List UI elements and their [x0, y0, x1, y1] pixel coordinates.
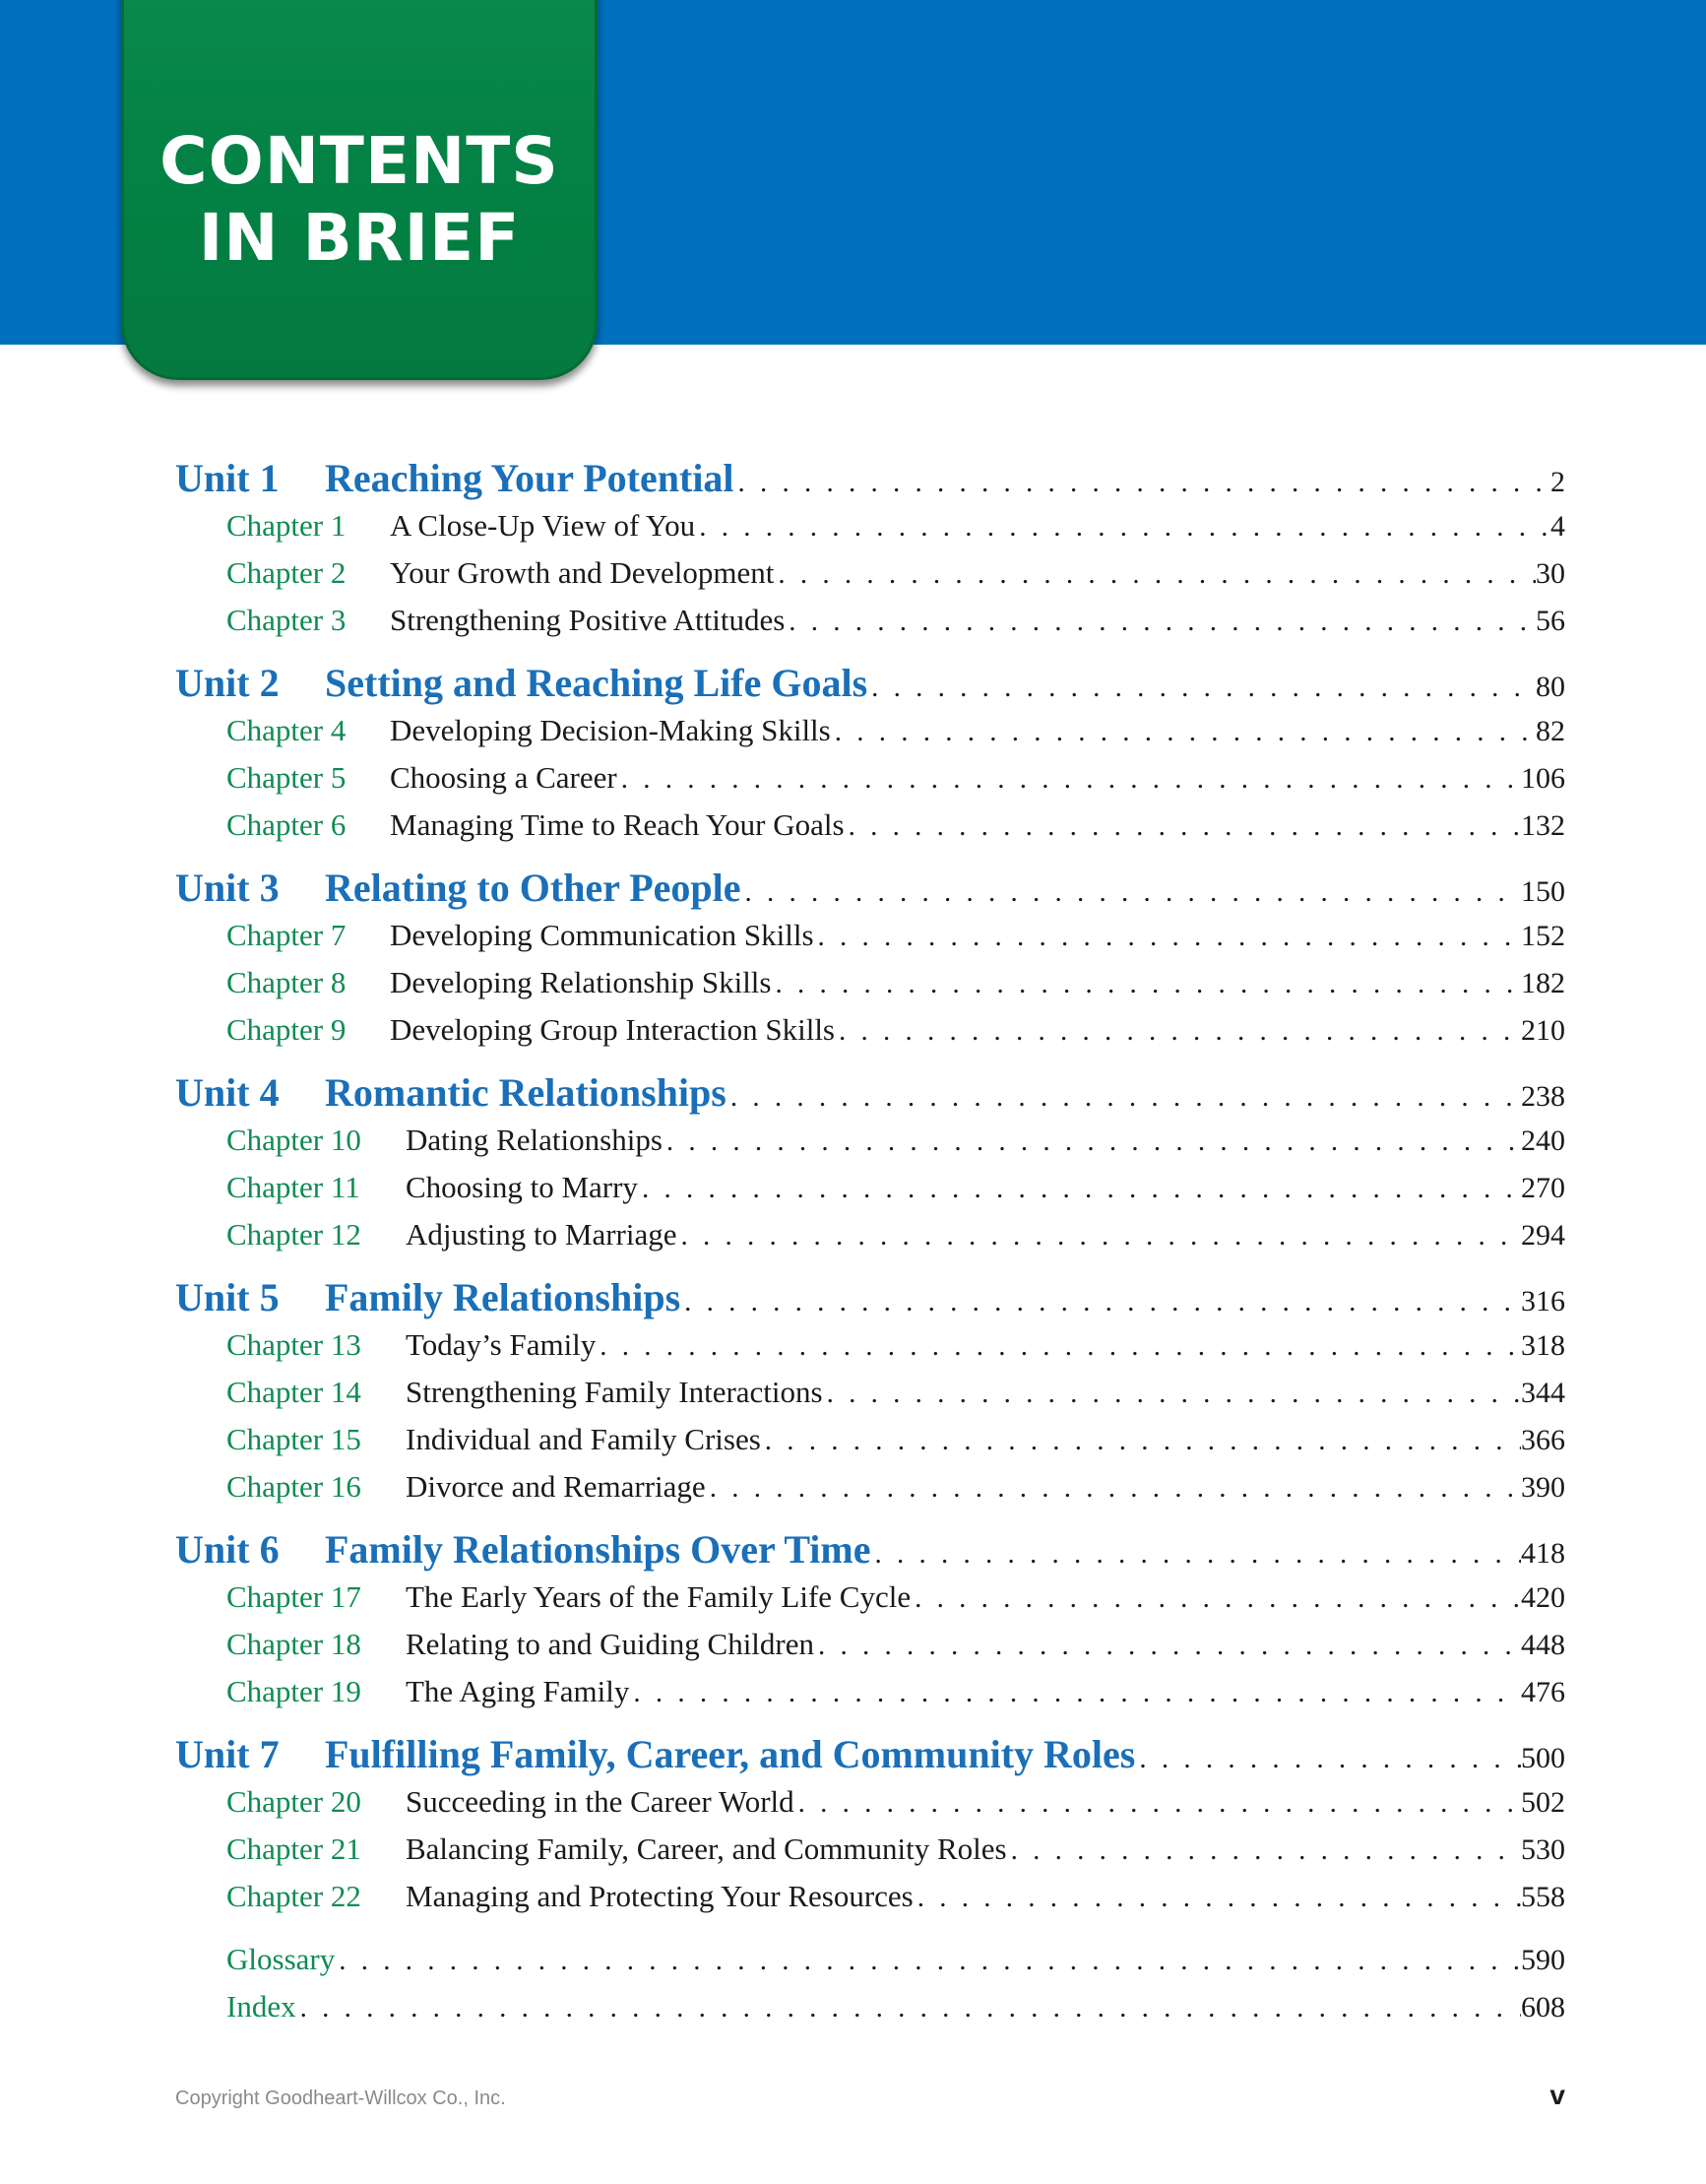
page-number: 608: [1521, 1991, 1565, 2023]
dot-leader: [677, 1220, 1521, 1253]
unit-entry[interactable]: [175, 1731, 1565, 1784]
unit-title: Relating to Other People: [325, 866, 741, 910]
chapter-entry[interactable]: [175, 1831, 1565, 1879]
dot-leader: [831, 716, 1536, 748]
page-number: 500: [1521, 1742, 1565, 1774]
chapter-title: Choosing to Marry: [406, 1170, 638, 1204]
chapter-title: Your Growth and Development: [390, 555, 775, 590]
dot-leader: [629, 1677, 1521, 1709]
unit-title: Reaching Your Potential: [325, 456, 734, 500]
chapter-number: Chapter 9: [226, 1012, 347, 1047]
page-number: 182: [1521, 967, 1565, 999]
dot-leader: [1135, 1743, 1521, 1775]
dot-leader: [638, 1173, 1521, 1205]
unit-entry[interactable]: [175, 660, 1565, 713]
chapter-title: Today’s Family: [406, 1327, 597, 1362]
dot-leader: [814, 921, 1521, 953]
chapter-number: Chapter 14: [226, 1375, 361, 1409]
chapter-entry[interactable]: [175, 760, 1565, 807]
contents-tab: [121, 0, 598, 380]
chapter-title: Developing Decision-Making Skills: [390, 713, 831, 747]
chapter-entry[interactable]: [175, 1674, 1565, 1721]
page-number: 80: [1536, 671, 1565, 703]
unit-number: Unit 3: [175, 866, 280, 910]
chapter-title: Developing Communication Skills: [390, 918, 814, 952]
page-number: 390: [1521, 1471, 1565, 1504]
chapter-entry[interactable]: [175, 1170, 1565, 1217]
unit-entry[interactable]: [175, 455, 1565, 508]
unit-entry[interactable]: [175, 865, 1565, 918]
page-number: 318: [1521, 1329, 1565, 1362]
chapter-number: Chapter 19: [226, 1674, 361, 1708]
dot-leader: [785, 606, 1536, 638]
dot-leader: [772, 968, 1522, 1000]
chapter-number: Chapter 21: [226, 1831, 361, 1866]
chapter-entry[interactable]: [175, 508, 1565, 555]
page-number: 132: [1521, 809, 1565, 842]
page-number: 30: [1536, 557, 1565, 590]
chapter-title: Balancing Family, Career, and Community Roles: [406, 1831, 1007, 1866]
chapter-number: Chapter 17: [226, 1579, 361, 1614]
page-number: 210: [1521, 1014, 1565, 1047]
chapter-number: Chapter 4: [226, 713, 347, 747]
page-number: 590: [1521, 1944, 1565, 1976]
page-number: 418: [1521, 1537, 1565, 1570]
chapter-number: Chapter 20: [226, 1784, 361, 1819]
page-number: 530: [1521, 1833, 1565, 1866]
page-number: 238: [1521, 1080, 1565, 1113]
index-label: Index: [226, 1989, 296, 2023]
unit-entry[interactable]: [175, 1526, 1565, 1579]
chapter-title: Strengthening Positive Attitudes: [390, 603, 786, 637]
unit-number: Unit 7: [175, 1732, 280, 1776]
dot-leader: [914, 1882, 1521, 1914]
page-number: 2: [1550, 466, 1565, 498]
chapter-number: Chapter 3: [226, 603, 347, 637]
chapter-entry[interactable]: [175, 1879, 1565, 1926]
chapter-title: Adjusting to Marriage: [406, 1217, 677, 1252]
dot-leader: [867, 672, 1536, 704]
chapter-number: Chapter 5: [226, 760, 347, 795]
chapter-entry[interactable]: [175, 1123, 1565, 1170]
dot-leader: [794, 1787, 1521, 1820]
chapter-title: Individual and Family Crises: [406, 1422, 761, 1456]
chapter-title: Divorce and Remarriage: [406, 1469, 706, 1504]
page-number: 82: [1536, 715, 1565, 747]
chapter-entry[interactable]: [175, 1012, 1565, 1060]
chapter-number: Chapter 18: [226, 1627, 361, 1661]
chapter-number: Chapter 1: [226, 508, 347, 543]
chapter-entry[interactable]: [175, 807, 1565, 855]
chapter-title: Developing Relationship Skills: [390, 965, 772, 999]
chapter-entry[interactable]: [175, 1627, 1565, 1674]
unit-entry[interactable]: [175, 1274, 1565, 1327]
index-entry[interactable]: [175, 1989, 1565, 2036]
unit-number: Unit 5: [175, 1275, 280, 1319]
unit-entry[interactable]: [175, 1069, 1565, 1123]
folio-page-number: v: [1549, 2080, 1565, 2110]
chapter-entry[interactable]: [175, 918, 1565, 965]
unit-title: Setting and Reaching Life Goals: [325, 661, 868, 705]
dot-leader: [680, 1286, 1521, 1318]
chapter-title: Succeeding in the Career World: [406, 1784, 794, 1819]
unit-number: Unit 1: [175, 456, 280, 500]
chapter-number: Chapter 8: [226, 965, 347, 999]
page-number: 558: [1521, 1881, 1565, 1913]
chapter-entry[interactable]: [175, 1784, 1565, 1831]
chapter-number: Chapter 11: [226, 1170, 360, 1204]
unit-number: Unit 6: [175, 1527, 280, 1572]
dot-leader: [727, 1081, 1521, 1114]
page-number: 294: [1521, 1219, 1565, 1252]
dot-leader: [823, 1378, 1521, 1410]
unit-title: Family Relationships: [325, 1275, 681, 1319]
page-number: 106: [1521, 762, 1565, 795]
chapter-title: Choosing a Career: [390, 760, 617, 795]
chapter-number: Chapter 13: [226, 1327, 361, 1362]
dot-leader: [695, 511, 1550, 544]
page-title: [124, 123, 595, 277]
chapter-number: Chapter 2: [226, 555, 347, 590]
chapter-entry[interactable]: [175, 965, 1565, 1012]
unit-title: Romantic Relationships: [325, 1070, 727, 1115]
page-number: 152: [1521, 920, 1565, 952]
unit-title: Family Relationships Over Time: [325, 1527, 871, 1572]
page-number: 420: [1521, 1581, 1565, 1614]
dot-leader: [1007, 1834, 1521, 1867]
page-number: 366: [1521, 1424, 1565, 1456]
dot-leader: [814, 1630, 1521, 1662]
chapter-title: A Close-Up View of You: [390, 508, 696, 543]
chapter-number: Chapter 16: [226, 1469, 361, 1504]
page-number: 448: [1521, 1629, 1565, 1661]
chapter-title: Relating to and Guiding Children: [406, 1627, 815, 1661]
chapter-entry[interactable]: [175, 555, 1565, 603]
copyright-notice: Copyright Goodheart-Willcox Co., Inc.: [175, 2088, 506, 2109]
chapter-number: Chapter 15: [226, 1422, 361, 1456]
title-line-1: CONTENTS: [159, 123, 559, 199]
chapter-title: Managing Time to Reach Your Goals: [390, 807, 845, 842]
title-line-2: IN BRIEF: [198, 200, 521, 276]
chapter-title: Dating Relationships: [406, 1123, 663, 1157]
table-of-contents: [175, 455, 1565, 2036]
chapter-entry[interactable]: [175, 1579, 1565, 1627]
chapter-number: Chapter 10: [226, 1123, 361, 1157]
page-number: 316: [1521, 1285, 1565, 1317]
dot-leader: [617, 763, 1521, 796]
unit-number: Unit 4: [175, 1070, 280, 1115]
unit-title: Fulfilling Family, Career, and Community Roles: [325, 1732, 1136, 1776]
glossary-entry[interactable]: [175, 1942, 1565, 1989]
chapter-entry[interactable]: [175, 713, 1565, 760]
chapter-title: The Aging Family: [406, 1674, 630, 1708]
chapter-number: Chapter 6: [226, 807, 347, 842]
chapter-title: Developing Group Interaction Skills: [390, 1012, 835, 1047]
dot-leader: [296, 1992, 1521, 2024]
chapter-entry[interactable]: [175, 1217, 1565, 1264]
dot-leader: [663, 1125, 1521, 1158]
page-number: 270: [1521, 1172, 1565, 1204]
chapter-entry[interactable]: [175, 1469, 1565, 1516]
dot-leader: [335, 1945, 1521, 1977]
dot-leader: [734, 467, 1550, 499]
chapter-entry[interactable]: [175, 1327, 1565, 1375]
dot-leader: [845, 810, 1521, 843]
page-number: 150: [1521, 875, 1565, 908]
chapter-entry[interactable]: [175, 603, 1565, 650]
page-number: 344: [1521, 1377, 1565, 1409]
chapter-entry[interactable]: [175, 1422, 1565, 1469]
dot-leader: [774, 558, 1536, 591]
dot-leader: [761, 1425, 1521, 1457]
chapter-title: Managing and Protecting Your Resources: [406, 1879, 914, 1913]
dot-leader: [911, 1582, 1521, 1615]
page-number: 4: [1550, 510, 1565, 543]
chapter-title: The Early Years of the Family Life Cycle: [406, 1579, 912, 1614]
chapter-number: Chapter 7: [226, 918, 347, 952]
page-number: 502: [1521, 1786, 1565, 1819]
dot-leader: [706, 1472, 1521, 1505]
dot-leader: [596, 1330, 1521, 1363]
glossary-label: Glossary: [226, 1942, 336, 1976]
chapter-title: Strengthening Family Interactions: [406, 1375, 823, 1409]
page-number: 56: [1536, 605, 1565, 637]
page-number: 240: [1521, 1124, 1565, 1157]
dot-leader: [870, 1538, 1521, 1571]
unit-number: Unit 2: [175, 661, 280, 705]
chapter-entry[interactable]: [175, 1375, 1565, 1422]
dot-leader: [741, 876, 1521, 909]
chapter-number: Chapter 12: [226, 1217, 361, 1252]
chapter-number: Chapter 22: [226, 1879, 361, 1913]
dot-leader: [835, 1015, 1521, 1048]
page-number: 476: [1521, 1676, 1565, 1708]
